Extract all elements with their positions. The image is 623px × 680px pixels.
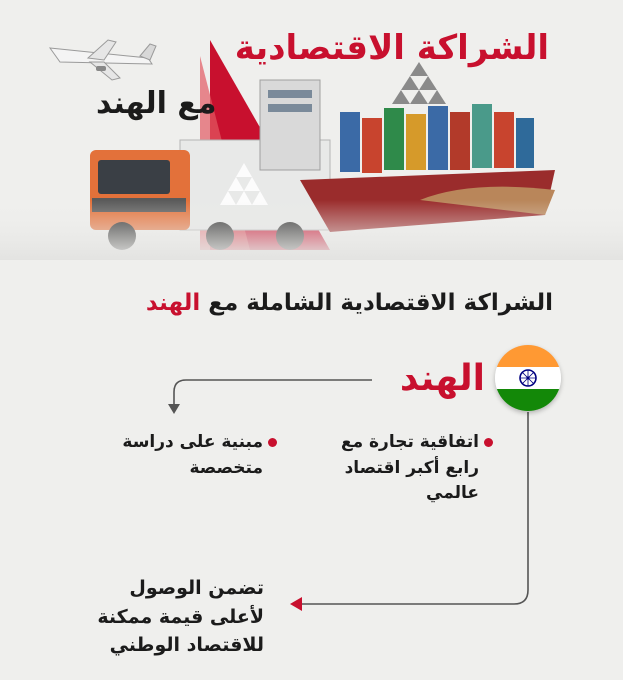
connector-line-top <box>174 380 372 408</box>
bullet-dot <box>484 438 493 447</box>
headline <box>146 290 553 316</box>
page-subtitle: مع الهند <box>96 86 217 121</box>
headline-accent: الهند <box>145 290 201 316</box>
arrow-left-icon <box>290 597 302 611</box>
arrow-down-icon <box>168 404 180 414</box>
point-trade-agreement: اتفاقية تجارة مع رابع أكبر اقتصاد عالمي <box>340 432 479 503</box>
headline-text: الشراكة الاقتصادية الشاملة مع <box>200 290 553 316</box>
airplane-icon <box>50 40 156 80</box>
india-flag-icon <box>495 345 561 411</box>
point-highest-value: تضمن الوصول لأعلى قيمة ممكنة للاقتصاد الوطني <box>97 577 264 656</box>
country-label: الهند <box>399 358 485 399</box>
page-title: الشراكة الاقتصادية <box>234 28 549 68</box>
point-specialized-study: مبنية على دراسة متخصصة <box>122 432 263 478</box>
bullet-dot <box>268 438 277 447</box>
grey-triangle-pattern <box>392 62 446 104</box>
